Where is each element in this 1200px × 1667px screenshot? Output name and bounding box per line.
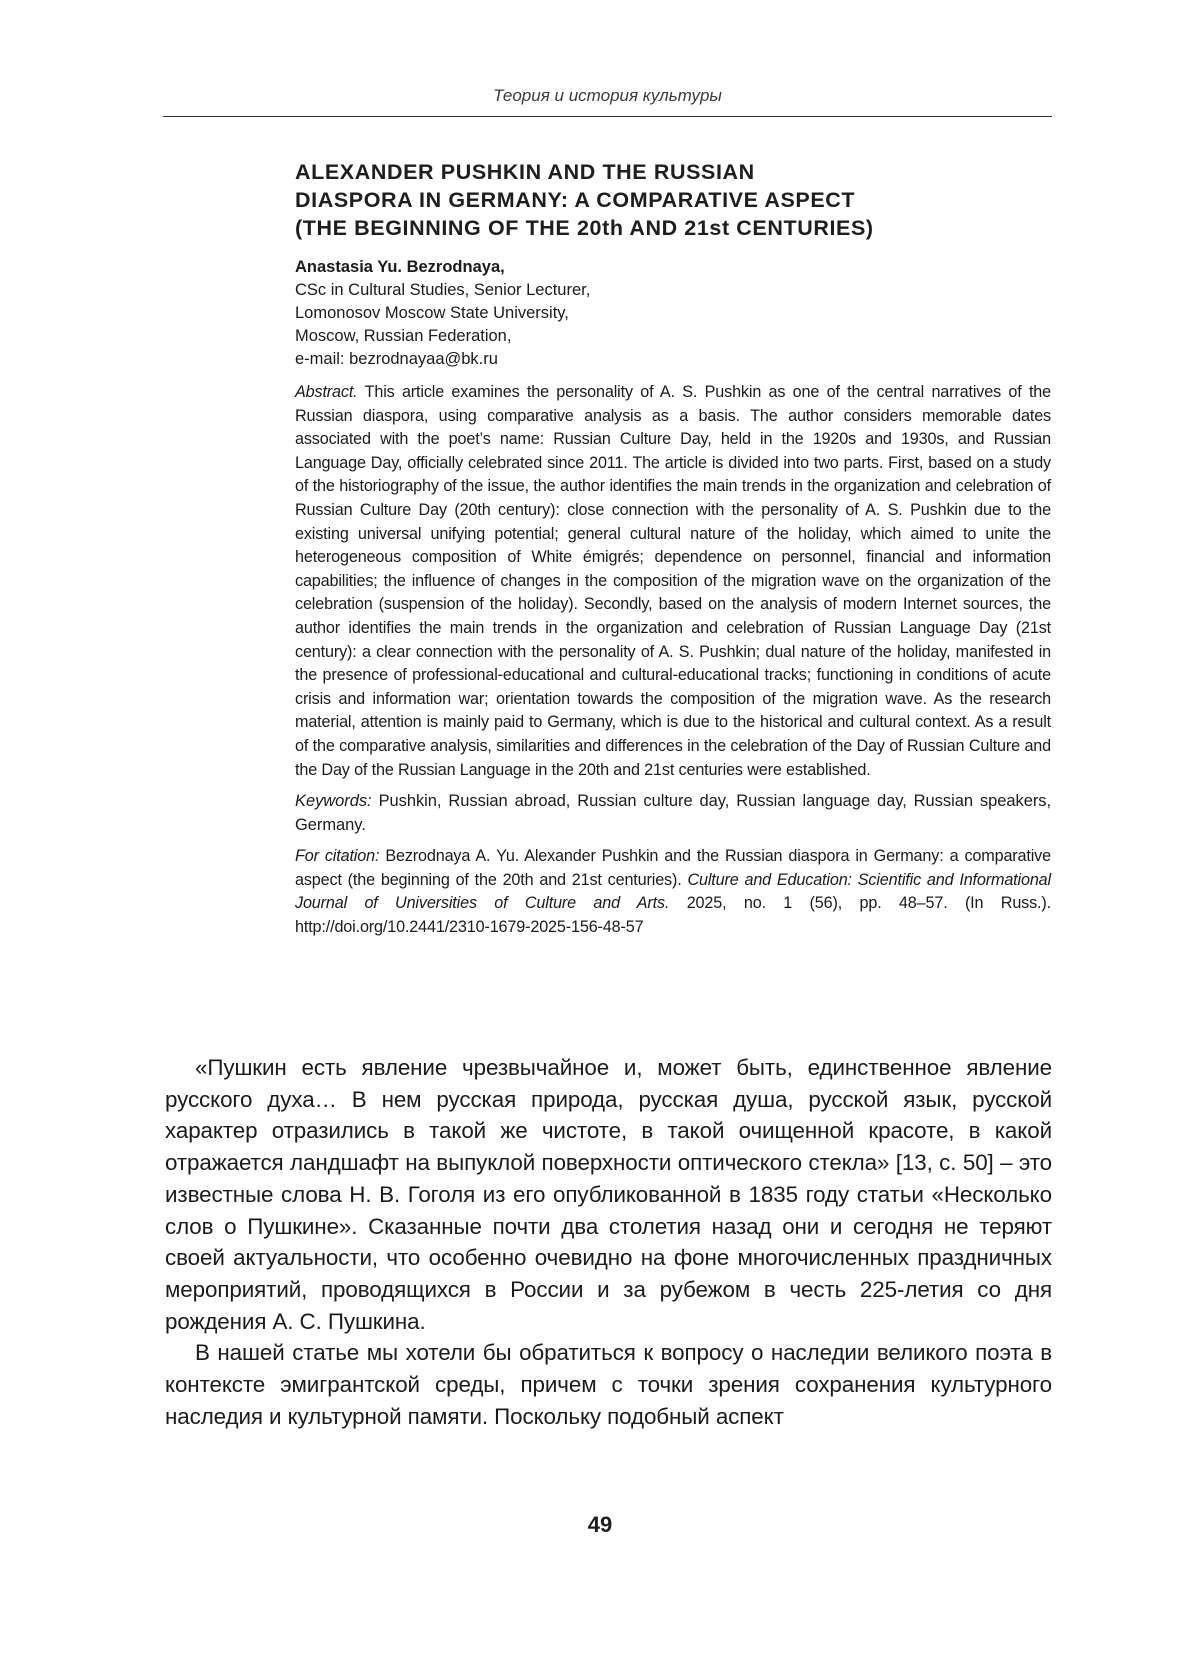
author-name: Anastasia Yu. Bezrodnaya, — [295, 258, 505, 276]
author-block — [295, 256, 1051, 371]
keywords-text: Pushkin, Russian abroad, Russian culture day, Russian language day, Russian speakers, Germany. — [295, 792, 1051, 834]
article-title — [295, 158, 1051, 242]
keywords-label: Keywords: — [295, 792, 372, 811]
title-line-2: DIASPORA IN GERMANY: A COMPARATIVE ASPECT — [295, 188, 856, 212]
abstract-text: This article examines the personality of A. S. Pushkin as one of the central narratives of the Russian diaspora, using comparative analysis as a basis. The author considers memorable dates associated with the poet’s name: Russian Culture Day, held in the 1920s and 1930s, and Russian Language Day, officially celebrated since 2011. The article is divided into two parts. First, based on a study of the historiography of the issue, the author identifies the main trends in the organization and celebration of Russian Culture Day (20th century): close connection with the personality of A. S. Pushkin due to the existing universal unifying potential; general cultural nature of the holiday, which aimed to unite the heterogeneous composition of White émigrés; dependence on personnel, financial and information capabilities; the influence of changes in the composition of the migration wave on the organization of the celebration (suspension of the holiday). Secondly, based on the analysis of modern Internet sources, the author identifies the main trends in the organization and celebration of Russian Language Day (21st century): a clear connection with the personality of A. S. Pushkin; dual nature of the holiday, manifested in the presence of professional-educational and cultural-educational tracks; functioning in conditions of acute crisis and information war; orientation towards the composition of the migration wave. As the research material, attention is mainly paid to Germany, which is due to the historical and cultural context. As a result of the comparative analysis, similarities and differences in the celebration of the Day of Russian Culture and the Day of the Russian Language in the 20th and 21st centuries were established. — [295, 383, 1051, 779]
title-line-1: ALEXANDER PUSHKIN AND THE RUSSIAN — [295, 160, 755, 184]
citation-text: Bezrodnaya A. Yu. Alexander Pushkin and the Russian diaspora in Germany: a comparative aspect (the beginning of the 20th and 21st centuries). — [295, 847, 1051, 889]
header-rule — [163, 116, 1052, 117]
citation — [295, 845, 1051, 939]
citation-label: For citation: — [295, 847, 380, 866]
body-paragraph-2: В нашей статье мы хотели бы обратиться к вопросу о наследии великого поэта в контексте эмигрантской среды, причем с точки зрения сохранения культурного наследия и культурной памяти. Поскольку подобный аспект — [165, 1340, 1052, 1429]
abstract — [295, 381, 1051, 782]
body-paragraph-1: «Пушкин есть явление чрезвычайное и, может быть, единственное явление русского духа… В нем русская природа, русская душа, русской язык, русской характер отразились в такой же чистоте, в такой очищенной красоте, в какой отражается ландшафт на выпуклой поверхности оптического стекла» [13, с. 50] – это известные слова Н. В. Гоголя из его опубликованной в 1835 году статьи «Несколько слов о Пушкине». Сказанные почти два столетия назад они и сегодня не теряют своей актуальности, что особенно очевидно на фоне многочисленных праздничных мероприятий, проводящихся в России и за рубежом в честь 225-летия со дня рождения А. С. Пушкина. — [165, 1055, 1052, 1334]
author-affiliation: Lomonosov Moscow State University, — [295, 304, 569, 322]
author-email[interactable]: e-mail: bezrodnayaa@bk.ru — [295, 350, 498, 368]
citation-journal: Culture and Education: Scientific and Informational Journal of Universities of Culture and Arts. — [295, 870, 1051, 913]
abstract-label: Abstract. — [295, 383, 358, 401]
author-degree: CSc in Cultural Studies, Senior Lecturer, — [295, 281, 591, 299]
running-head: Теория и история культуры — [493, 86, 722, 105]
title-line-3: (THE BEGINNING OF THE 20th AND 21st CENTURIES) — [295, 216, 874, 240]
keywords — [295, 790, 1051, 837]
article-meta — [295, 158, 1051, 940]
page-number: 49 — [587, 1512, 613, 1537]
body-text — [165, 1052, 1052, 1432]
author-location: Moscow, Russian Federation, — [295, 327, 512, 345]
citation-details[interactable]: 2025, no. 1 (56), pp. 48–57. (In Russ.). http://doi.org/10.2441/2310-1679-2025-156-48-57 — [295, 894, 1051, 937]
